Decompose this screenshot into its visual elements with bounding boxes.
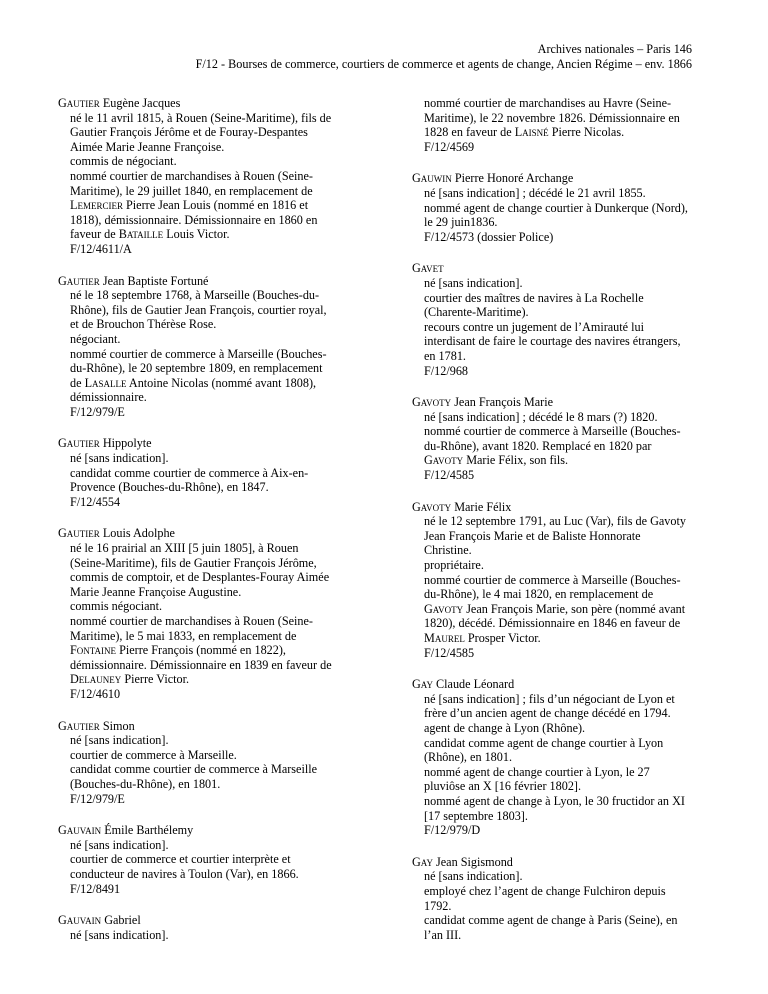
text-run: né [sans indication]. <box>424 275 523 290</box>
text-run: de <box>70 375 85 390</box>
entry-given-names: Claude Léonard <box>436 677 515 692</box>
text-run: du-Rhône), le 4 mai 1820, en remplacement de <box>424 587 654 602</box>
entry-given-names: Jean Baptiste Fortuné <box>102 273 209 288</box>
entry-line <box>412 631 722 646</box>
text-run: démissionnaire. <box>70 390 147 405</box>
entry-line <box>58 303 378 318</box>
text-run: nommé agent de change à Lyon, le 30 fructidor an XI <box>424 793 685 808</box>
entry-line <box>412 364 722 379</box>
entry-heading <box>412 855 722 870</box>
entry-line <box>412 750 722 765</box>
entry <box>58 823 378 896</box>
text-run: du-Rhône), le 20 septembre 1809, en remplacement <box>70 361 323 376</box>
entry-line <box>412 349 722 364</box>
text-run: l’an III. <box>424 927 462 942</box>
entry-line <box>58 405 378 420</box>
entry-line <box>58 629 378 644</box>
text-run: F/12/4610 <box>70 686 121 701</box>
person-surname: Gavoty <box>424 453 464 468</box>
text-run: nommé courtier de commerce à Marseille (Bouches- <box>424 572 681 587</box>
text-run: nommé courtier de commerce à Marseille (Bouches- <box>70 346 327 361</box>
text-run: nommé agent de change courtier à Dunkerque (Nord), <box>424 200 688 215</box>
person-surname: Fontaine <box>70 643 117 658</box>
entry-line <box>412 928 722 943</box>
entry-line <box>58 184 378 199</box>
text-run: nommé courtier de marchandises au Havre (Seine- <box>424 96 672 110</box>
text-run: en 1781. <box>424 348 466 363</box>
text-run: (Bouches-du-Rhône), en 1801. <box>70 776 221 791</box>
entry-line <box>58 556 378 571</box>
text-run: pluviôse an X [16 février 1802]. <box>424 779 582 794</box>
entry-line <box>58 643 378 658</box>
entry-line <box>412 276 722 291</box>
text-run: Maritime), le 29 juillet 1840, en remplacement de <box>70 183 313 198</box>
entry-line <box>412 305 722 320</box>
entry-heading <box>412 677 722 692</box>
entry-line <box>412 453 722 468</box>
entry-heading <box>412 261 722 276</box>
entry-line <box>412 291 722 306</box>
entry-surname: Gautier <box>58 718 100 733</box>
entry-line <box>58 213 378 228</box>
text-run: né [sans indication] ; décédé le 8 mars (?) 1820. <box>424 409 658 424</box>
entry-given-names: Émile Barthélemy <box>104 823 194 838</box>
text-run: né [sans indication]. <box>70 733 169 748</box>
entry-heading <box>412 171 722 186</box>
entry-line <box>412 721 722 736</box>
entry-line <box>58 762 378 777</box>
person-surname: Laisné <box>514 125 549 140</box>
entry-line <box>412 186 722 201</box>
entry-line <box>58 390 378 405</box>
text-run: courtier de commerce à Marseille. <box>70 747 237 762</box>
text-run: candidat comme agent de change à Paris (Seine), en <box>424 913 678 928</box>
entry <box>412 171 722 244</box>
text-run: propriétaire. <box>424 558 484 573</box>
text-run: commis de comptoir, et de Desplantes-Fouray Aimée <box>70 570 330 585</box>
text-run: Marie Félix, son fils. <box>463 453 569 468</box>
entry-heading <box>58 96 378 111</box>
entry-given-names: Marie Félix <box>454 499 512 514</box>
entry-given-names: Simon <box>102 718 135 733</box>
entry-line <box>58 570 378 585</box>
entry <box>412 500 722 661</box>
text-run: Prosper Victor. <box>464 631 541 645</box>
entry-line <box>412 736 722 751</box>
text-run: F/12/4585 <box>424 468 475 483</box>
text-run: né le 16 prairial an XIII [5 juin 1805], à Rouen <box>70 541 299 556</box>
entry-surname: Gauwin <box>412 171 452 186</box>
text-run: conducteur de navires à Toulon (Var), en 1866. <box>70 866 299 881</box>
entry-surname: Gautier <box>58 96 100 110</box>
entry-line <box>58 227 378 242</box>
entry-line <box>58 599 378 614</box>
entry-line <box>412 468 722 483</box>
text-run: nommé courtier de commerce à Marseille (Bouches- <box>424 424 681 439</box>
entry-given-names: Pierre Honoré Archange <box>454 171 574 186</box>
entry-line <box>412 809 722 824</box>
text-run: nommé courtier de marchandises à Rouen (Seine- <box>70 168 313 183</box>
page-header <box>196 42 692 72</box>
entry-line <box>412 616 722 631</box>
text-run: né le 18 septembre 1768, à Marseille (Bouches-du- <box>70 288 320 303</box>
entry-line <box>58 198 378 213</box>
text-run: faveur de <box>70 227 119 242</box>
person-surname: Gavoty <box>424 601 464 616</box>
entry-surname: Gauvain <box>58 913 102 928</box>
entry-line <box>412 558 722 573</box>
entry <box>412 395 722 483</box>
entry-line <box>58 585 378 600</box>
entry-line <box>58 687 378 702</box>
text-run: Jean François Marie, son père (nommé avant <box>463 601 686 616</box>
entry-line <box>412 587 722 602</box>
text-run: F/12/8491 <box>70 881 121 896</box>
entry-line <box>58 480 378 495</box>
entry-line <box>58 332 378 347</box>
text-run: 1818), démissionnaire. Démissionnaire en 1860 en <box>70 212 318 227</box>
text-run: agent de change à Lyon (Rhône). <box>424 720 586 735</box>
entry-surname: Gautier <box>58 436 100 451</box>
entry-line <box>58 733 378 748</box>
text-run: candidat comme courtier de commerce à Marseille <box>70 762 318 777</box>
entry-given-names: Gabriel <box>104 913 141 928</box>
entry <box>58 719 378 807</box>
entry-given-names: Jean Sigismond <box>436 854 513 869</box>
text-run: F/12/4573 (dossier Police) <box>424 229 554 244</box>
text-run: F/12/4585 <box>424 645 475 660</box>
text-run: F/12/979/E <box>70 791 125 806</box>
text-run: courtier de commerce et courtier interprète et <box>70 852 291 867</box>
entry-line <box>412 706 722 721</box>
entry <box>58 526 378 701</box>
entry-heading <box>58 436 378 451</box>
entry-line <box>412 884 722 899</box>
entry-line <box>412 779 722 794</box>
text-run: né [sans indication]. <box>70 927 169 942</box>
text-run: nommé courtier de marchandises à Rouen (Seine- <box>70 614 313 628</box>
entry-line <box>58 125 378 140</box>
text-run: interdisant de faire le courtage des navires étrangers, <box>424 334 681 349</box>
entry-line <box>58 852 378 867</box>
text-run: né [sans indication]. <box>70 837 169 852</box>
entry-heading <box>58 823 378 838</box>
entry-line <box>58 792 378 807</box>
entry <box>58 274 378 420</box>
entry-line <box>412 899 722 914</box>
entry-heading <box>58 274 378 289</box>
entry-line <box>58 242 378 257</box>
entry-given-names: Louis Adolphe <box>102 526 175 541</box>
person-surname: Maurel <box>424 631 465 645</box>
text-run: né [sans indication]. <box>424 869 523 884</box>
entry-line <box>58 111 378 126</box>
text-run: né le 12 septembre 1791, au Luc (Var), fils de Gavoty <box>424 514 686 529</box>
entry-line <box>412 96 722 111</box>
left-column <box>58 96 378 959</box>
text-run: commis négociant. <box>70 599 163 614</box>
text-run: né [sans indication]. <box>70 451 169 466</box>
entry-line <box>412 646 722 661</box>
text-run: Maritime), le 22 novembre 1826. Démissionnaire en <box>424 110 680 125</box>
text-run: 1820), décédé. Démissionnaire en 1846 en faveur de <box>424 616 681 631</box>
entry-line <box>412 543 722 558</box>
right-column <box>412 96 722 959</box>
entry-heading <box>412 395 722 410</box>
text-run: Maritime), le 5 mai 1833, en remplacement de <box>70 628 297 643</box>
text-run: 1792. <box>424 898 452 913</box>
text-run: commis de négociant. <box>70 154 177 169</box>
entry-line <box>412 439 722 454</box>
entry-line <box>412 140 722 155</box>
text-run: F/12/4611/A <box>70 241 132 256</box>
entry-surname: Gautier <box>58 273 100 288</box>
text-run: Marie Jeanne Françoise Augustine. <box>70 584 242 599</box>
entry-line <box>412 334 722 349</box>
entry <box>412 261 722 378</box>
text-run: F/12/968 <box>424 363 469 378</box>
entry-given-names: Hippolyte <box>102 436 152 451</box>
entry <box>58 436 378 509</box>
entry-line <box>412 230 722 245</box>
entry <box>58 913 378 942</box>
entry-line <box>58 614 378 629</box>
person-surname: Lasalle <box>84 375 127 390</box>
text-run: candidat comme courtier de commerce à Aix-en- <box>70 465 309 480</box>
entry-line <box>58 376 378 391</box>
entry-line <box>412 794 722 809</box>
text-run: et de Brouchon Thérèse Rose. <box>70 317 217 332</box>
text-run: Pierre Nicolas. <box>548 125 625 140</box>
text-run: 1828 en faveur de <box>424 125 515 140</box>
entry-line <box>58 317 378 332</box>
entry-line <box>58 867 378 882</box>
text-run: nommé agent de change courtier à Lyon, le 27 <box>424 764 650 779</box>
text-run: négociant. <box>70 331 121 346</box>
text-run: courtier des maîtres de navires à La Rochelle <box>424 290 644 305</box>
entry-line <box>58 882 378 897</box>
text-run: Pierre Jean Louis (nommé en 1816 et <box>122 198 309 213</box>
entry-surname: Gautier <box>58 526 100 541</box>
entry-given-names: Eugène Jacques <box>102 96 181 110</box>
text-run: démissionnaire. Démissionnaire en 1839 en faveur de <box>70 657 332 672</box>
entry-line <box>58 140 378 155</box>
text-run: candidat comme agent de change courtier à Lyon <box>424 735 664 750</box>
person-surname: Lemercier <box>70 198 123 213</box>
text-run: F/12/979/E <box>70 404 125 419</box>
entry <box>412 855 722 943</box>
entry-line <box>58 838 378 853</box>
entry-line <box>58 928 378 943</box>
entry-line <box>58 495 378 510</box>
header-archive-line: Archives nationales – Paris 146 <box>537 42 692 56</box>
entry-heading <box>58 526 378 541</box>
entry-line <box>58 154 378 169</box>
entry-line <box>412 869 722 884</box>
text-run: F/12/4554 <box>70 494 121 509</box>
entry-line <box>412 602 722 617</box>
text-run: Christine. <box>424 543 472 558</box>
header-series-line: F/12 - Bourses de commerce, courtiers de commerce et agents de change, Ancien Régime – env. 1866 <box>195 57 692 71</box>
entry-given-names: Jean François Marie <box>454 395 554 410</box>
entry-line <box>412 424 722 439</box>
entry-line <box>412 215 722 230</box>
entry-line <box>412 765 722 780</box>
text-run: (Seine-Maritime), fils de Gautier François Jérôme, <box>70 555 317 570</box>
entry <box>412 96 722 154</box>
entry-line <box>58 288 378 303</box>
text-run: né le 11 avril 1815, à Rouen (Seine-Maritime), fils de <box>70 110 332 125</box>
text-run: F/12/4569 <box>424 139 475 154</box>
entry-line <box>58 748 378 763</box>
text-run: né [sans indication] ; fils d’un négociant de Lyon et <box>424 691 675 706</box>
entry-line <box>412 823 722 838</box>
text-run: [17 septembre 1803]. <box>424 808 528 823</box>
entry <box>412 677 722 838</box>
text-run: F/12/979/D <box>424 823 481 838</box>
entry-line <box>58 466 378 481</box>
text-run: (Charente-Maritime). <box>424 305 529 320</box>
text-run: frère d’un ancien agent de change décédé en 1794. <box>424 706 671 721</box>
entry-heading <box>58 913 378 928</box>
text-run: Pierre François (nommé en 1822), <box>116 643 286 658</box>
entry-line <box>412 125 722 140</box>
entry-heading <box>412 500 722 515</box>
entry-surname: Gay <box>412 677 433 692</box>
entry-line <box>412 573 722 588</box>
text-run: Provence (Bouches-du-Rhône), en 1847. <box>70 480 269 495</box>
entry-line <box>412 410 722 425</box>
text-run: employé chez l’agent de change Fulchiron depuis <box>424 883 666 898</box>
text-run: Rhône), fils de Gautier Jean François, courtier royal, <box>70 302 327 317</box>
entry-line <box>58 347 378 362</box>
entry-line <box>58 777 378 792</box>
entry-line <box>58 451 378 466</box>
entry-line <box>412 111 722 126</box>
entry-line <box>58 169 378 184</box>
entry-line <box>412 529 722 544</box>
entry-line <box>412 913 722 928</box>
entry-line <box>58 658 378 673</box>
person-surname: Delauney <box>70 672 122 687</box>
entry-line <box>412 201 722 216</box>
text-run: Jean François Marie et de Baliste Honnorate <box>424 528 641 543</box>
entry-surname: Gavoty <box>412 499 452 514</box>
text-run: Pierre Victor. <box>121 672 190 687</box>
text-run: Louis Victor. <box>163 227 230 242</box>
text-run: Aimée Marie Jeanne Françoise. <box>70 139 225 154</box>
entry-surname: Gauvain <box>58 823 102 838</box>
entry-line <box>58 541 378 556</box>
person-surname: Bataille <box>118 227 164 242</box>
text-run: le 29 juin1836. <box>424 215 498 230</box>
entry-line <box>412 514 722 529</box>
entry-line <box>412 692 722 707</box>
text-run: du-Rhône), avant 1820. Remplacé en 1820 par <box>424 438 652 453</box>
entry-line <box>58 361 378 376</box>
entry-surname: Gavoty <box>412 395 452 410</box>
text-run: né [sans indication] ; décédé le 21 avril 1855. <box>424 185 646 200</box>
entry-line <box>58 672 378 687</box>
text-run: Gautier François Jérôme et de Fouray-Despantes <box>70 125 308 140</box>
entry-line <box>412 320 722 335</box>
entry-heading <box>58 719 378 734</box>
text-run: (Rhône), en 1801. <box>424 750 513 765</box>
entry <box>58 96 378 257</box>
text-run: recours contre un jugement de l’Amirauté lui <box>424 319 644 334</box>
entry-surname: Gay <box>412 854 433 869</box>
entry-surname: Gavet <box>412 261 444 276</box>
text-run: Antoine Nicolas (nommé avant 1808), <box>126 375 317 390</box>
